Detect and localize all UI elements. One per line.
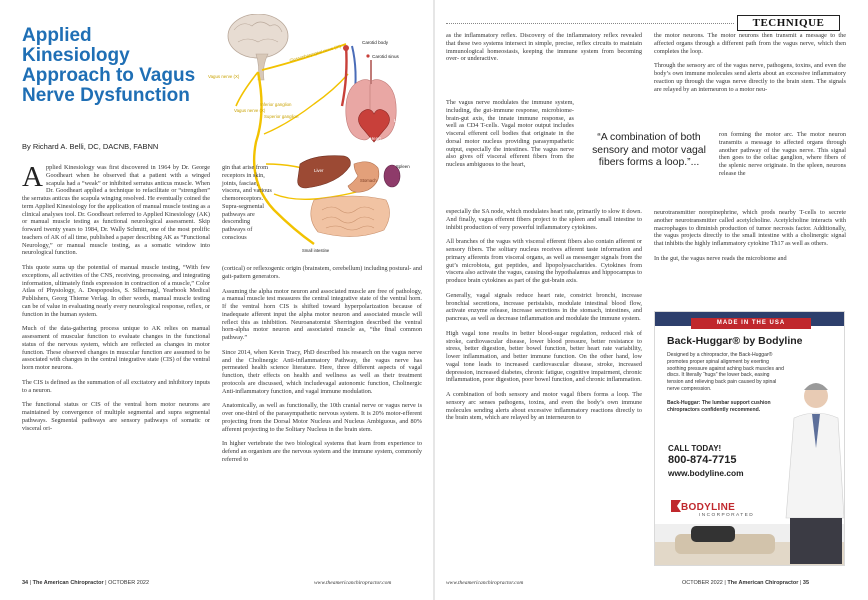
footer-left-url	[314, 580, 391, 586]
column-2	[222, 265, 422, 471]
paragraph: ron forming the motor arc. The motor neuron transmits a message to affected organs through another pathway of the vagus nerve. This signal then goes to the celiac ganglion, where fibers of the splenic nerve originate. In the spleen, neurons release the	[719, 131, 846, 177]
paragraph: Since 2014, when Kevin Tracy, PhD described his research on the vagus nerve and the Cholinergic Anti-inflammatory Pathway, the vagus nerve has permeated health science literature. Here, three different aspects of vagal function, their effects on health and wellness as well as their treatment protocols are discussed, which includevagal autonomic function, Cholinergic Anti-inflammatory function, and vagal immune modulation.	[222, 348, 422, 395]
paragraph: The vagus nerve modulates the immune system, including, the gut-immune response, microbiome-brain-gut axis, the innate immune response, as well as CD4 T-cells. Vagal motor output includes visceral efferent cell bodies that originate in the dorsal motor nucleus providing parasympathetic output, especially the intestines. The vagus nerve also gives off visceral efferent fibers from the nucleus ambiguous to the heart,	[446, 99, 574, 168]
paragraph: Applied Kinesiology was first discovered in 1964 by Dr. George Goodheart when he observed that a patient with a winged scapula had a “weak” or inhibited serratus anticus muscle. When Dr. Goodheart applied a technique to refacilitate or “strengthen” the serratus anticus the scapula winging resolved. He eventually coined the term Applied Kinesiology for the application of manual muscle testing as a clinical analyses tool. Dr. Goodheart referred to Applied Kinesiology (AK) or manual muscle testing as functional neurological assessment. Skip forward twenty years to 1984, Dr. Wally Schmitt, one of the most prolific teachers of AK of all time, published a paper describing AK as “Functional Neurology,” or manual muscle testing, as a somatic window into neurological function.	[22, 161, 210, 257]
paragraph: High vagal tone results in better blood-sugar regulation, reduced risk of stroke, cardiovascular disease, lower blood pressure, better resistance to stress, better digestion, better bowel function, better heart rate variability, lower inflammation, and better immune function. On the other hand, low vagal tone leads to increased cardiovascular disease, stroke, increased depression, increased diabetes, chronic fatigue, cognitive impairment, chronic inflammation, poor digestion, poor bowel function, and chronic inflammation.	[446, 329, 642, 384]
label-inferior-ganglion: Inferior ganglion	[260, 102, 292, 107]
page-gutter	[433, 0, 435, 600]
publication-name: The American Chiropractor	[727, 580, 799, 586]
paragraph: Through the sensory arc of the vagus nerve, pathogens, toxins, and even the body’s own immune molecules send alerts about an excessive inflammatory reaction up through the vagus nerve directly to the brain stem. The signals are relayed by an interneuron to a motor neu-	[654, 62, 846, 93]
publication-name: The American Chiropractor	[32, 580, 104, 586]
website-url: www.theamericanchiropractor.com	[314, 580, 392, 586]
column-4	[654, 32, 846, 100]
issue-date: OCTOBER 2022	[108, 580, 150, 586]
column-4-cont	[654, 209, 846, 270]
brain-shape	[228, 14, 288, 58]
label-liver: Liver	[314, 168, 324, 173]
label-lungs: Lungs	[394, 118, 406, 123]
column-1	[22, 161, 210, 439]
page-number: 35	[802, 580, 810, 586]
pull-quote: “A combination of both sensory and motor vagal fibers forms a loop.”...	[592, 132, 706, 168]
section-label: TECHNIQUE	[737, 15, 840, 31]
paragraph: Anatomically, as well as functionally, the 10th cranial nerve or vagus nerve is over one-third of the parasympathetic nervous system. It is 20% motor-efferent projecting from the Dorsal Motor Nucleus and Nucleus Ambiguous, and 80% afferent projecting to the Solitary Nucleus in the brain stem.	[222, 402, 422, 433]
ad-website[interactable]: www.bodyline.com	[668, 468, 744, 478]
column-3	[446, 32, 642, 70]
drop-cap: A	[22, 161, 43, 193]
label-stomach: Stomach	[360, 178, 377, 183]
ad-tagline: Back-Huggar: The lumbar support cushion chiropractors confidently recommend.	[667, 400, 771, 413]
paragraph: All branches of the vagus with visceral efferent fibers also contain afferent or sensory fibers. The solitary nucleus receives afferent taste information and primary afferents from visceral organs, as well as messenger signals from the gut’s microbiota, gut peptides, and lipopolysaccharides. Cytokines from viscera also activate the vagus, causing the hypothalamus and hippocampus to produce brain cytokines as part of the gut-brain axis.	[446, 238, 642, 284]
paragraph: Much of the data-gathering process unique to AK relies on manual assessment of muscular function to evaluate changes in the functional status of the nervous system, which are reflected as changes in motor function. These observed changes in muscular function are assumed to be associated with changes in the central integrative state (CIS) of the ventral horn motor neurons.	[22, 325, 210, 371]
paragraph: Assuming the alpha motor neuron and associated muscle are free of pathology, a manual muscle test measures the central integrative state of the ventral horn. If the ventral horn CIS is shifted toward hyperpolarization because of inadequate afferent input the alpha motor neuron and associated muscle will reflect this as inhibition. Neuroanatomist Sherrington described the ventral horn-alpha motor neuron and associated muscle as, “the final common pathway.”	[222, 287, 422, 341]
footer-right-url	[446, 580, 523, 586]
ad-logo-sub: INCORPORATED	[699, 513, 755, 518]
column-4-wrap	[719, 131, 846, 185]
bodyline-advertisement[interactable]	[654, 311, 845, 566]
intestine-shape	[311, 196, 390, 237]
label-small-intestine: Small intestine	[302, 248, 330, 253]
paragraph: the motor neurons. The motor neurons then transmit a message to the affected organs through a different path from the vagus nerve, which then completes the loop.	[654, 32, 846, 55]
paragraph: The functional status or CIS of the ventral horn motor neurons are maintained by convergence of multiple segmental and supra segmental pathways. Segmental pathways are sensory pathways of somatic or visceral ori-	[22, 401, 210, 432]
article-byline: By Richard A. Belli, DC, DACNB, FABNN	[22, 142, 159, 151]
column-2-wrap	[222, 164, 274, 249]
carotid-body-dot	[343, 45, 349, 51]
website-url: www.theamericanchiropractor.com	[446, 580, 524, 586]
label-carotid-body: Carotid body	[362, 40, 389, 45]
column-3-wrap	[446, 99, 574, 176]
paragraph: gin that arise from receptors in skin, joints, fasciae, viscera, and various chemoreceptors. Supra-segmental pathways are descending pathways of conscious	[222, 164, 272, 241]
label-vagus-x: Vagus nerve (X)	[234, 108, 266, 113]
label-heart: Heart	[370, 136, 381, 141]
paragraph: especially the SA node, which modulates heart rate, primarily to slow it down. And finally, vagus efferent fibers project to the spleen and small intestine to inhibit production of very powerful inflammatory cytokines.	[446, 208, 642, 231]
made-in-usa-badge: MADE IN THE USA	[691, 318, 811, 329]
ad-body: Designed by a chiropractor, the Back-Huggar® promotes proper spinal alignment by exerting soothing pressure against aching back muscles and discs. It literally “hugs” the lower back, easing tension and relieving back pain caused by spinal nerve compression.	[667, 352, 784, 392]
label-vagus-left: Vagus nerve (X)	[208, 74, 240, 79]
paragraph: In higher vertebrate the two biological systems that learn from experience to defend an organism are the nervous system and the immune system, commonly referred to	[222, 440, 422, 463]
page-number: 34	[22, 580, 29, 586]
paragraph: Generally, vagal signals reduce heart rate, constrict bronchi, increase bronchial secretions, increase peristalsis, modulate intestinal blood flow, activate enzyme release, increase secretions in the stomach, intestines, and pancreas, as well as decrease inflammation and modulate the immune system.	[446, 291, 642, 322]
label-glossopharyngeal: Glossopharyngeal nerve (IX)	[288, 43, 342, 63]
label-spleen: Spleen	[396, 164, 410, 169]
paragraph: (cortical) or reflexogenic origin (brainstem, cerebellum) including postural- and gait-pattern generators.	[222, 265, 422, 280]
ad-headline: Back-Huggar® by Bodyline	[667, 335, 803, 347]
paragraph: as the inflammatory reflex. Discovery of the inflammatory reflex revealed that these two systems intersect in simple, precise, reflex circuits to maintain immunological homeostasis, keeping the immune system from becoming over- or underactive.	[446, 32, 642, 63]
header-rule	[446, 23, 734, 24]
footer-right: OCTOBER 2022 | The American Chiropractor | 35	[682, 580, 810, 586]
paragraph: A combination of both sensory and motor vagal fibers forms a loop. The sensory arc senses pathogens, toxins, and even the body’s own immune molecules sending alerts about excessive inflammatory reactions directly to the brain stem, which are relayed by an interneuron to	[446, 391, 642, 422]
paragraph: The CIS is defined as the summation of all excitatory and inhibitory inputs to a neuron.	[22, 378, 210, 394]
liver-shape	[298, 156, 351, 188]
column-3-cont	[446, 208, 642, 429]
label-superior-ganglion: Superior ganglion	[264, 114, 299, 119]
paragraph: neurotransmitter norepinephrine, which prods nearby T-cells to secrete another neurotransmitter called acetylcholine. Acetylcholine interacts with macrophages to diminish production of tumor necrosis factor. Additionally, the vagus projects directly to the small intestine with a cholinergic signal that inhibits the highly inflammatory cytokine Th17 as well as others.	[654, 209, 846, 247]
paragraph: In the gut, the vagus nerve reads the microbiome and	[654, 254, 787, 262]
issue-date: OCTOBER 2022	[682, 580, 723, 586]
label-carotid-sinus: Carotid sinus	[372, 54, 399, 59]
ad-phone[interactable]: 800-874-7715	[668, 454, 737, 466]
ad-call-today: CALL TODAY!	[668, 444, 722, 453]
stomach-shape	[348, 162, 379, 193]
ad-logo: BODYLINE	[681, 502, 736, 513]
article-title: Applied Kinesiology Approach to Vagus Nerve Dysfunction	[22, 25, 196, 106]
footer-left: 34 | The American Chiropractor | OCTOBER 2022	[22, 580, 150, 586]
paragraph: This quote sums up the potential of manual muscle testing, “With few exceptions, all activities of the CNS, receiving, processing, and integrating information, ultimately finds expression in contraction of a muscle,” Color Atlas of Physiology, A. Despopoulos, S. Silbernagl, Yearbook Medical Publishers, Georg Thieme Verlag. In other words, manual muscle testing can be of value in evaluating nearly every neurological response, reflex, or function in the human system.	[22, 264, 210, 318]
doctor-photo	[780, 374, 845, 564]
